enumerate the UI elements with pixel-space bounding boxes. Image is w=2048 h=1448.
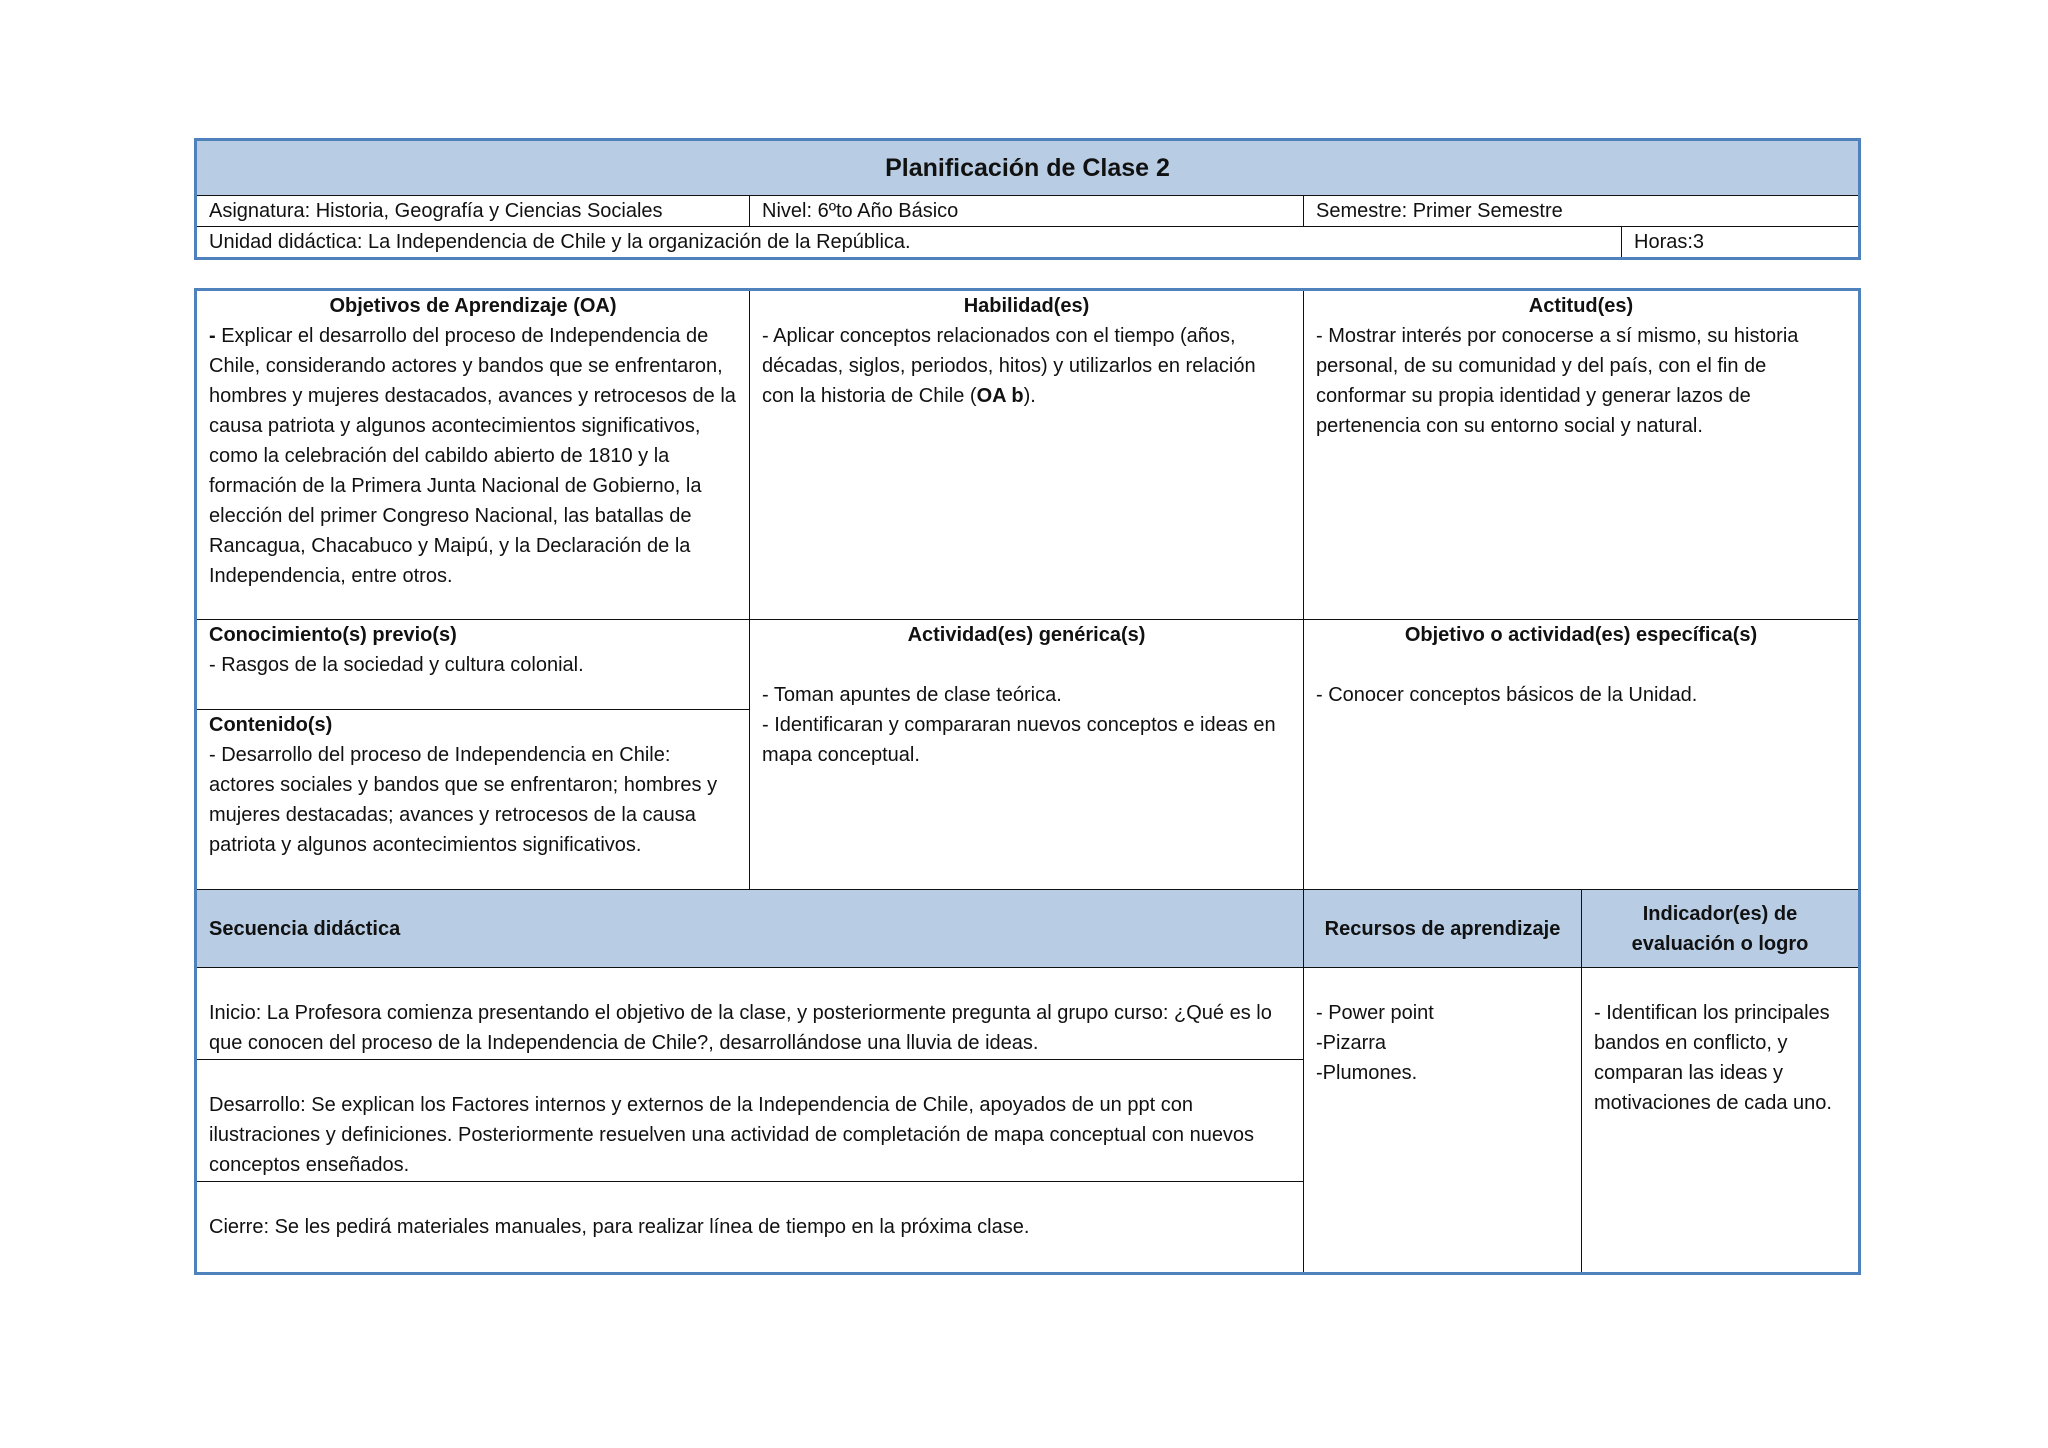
- habilidades-text: - Aplicar conceptos relacionados con el tiempo (años, décadas, siglos, periodos, hitos) y utilizarlos en relación con la historia de Chile (: [762, 325, 1256, 407]
- objetivo-especifico-text: - Conocer conceptos básicos de la Unidad.: [1316, 684, 1698, 706]
- contenidos-heading: Contenido(s): [209, 714, 333, 736]
- desarrollo-cell: [196, 1060, 1304, 1182]
- conocimientos-heading: Conocimiento(s) previo(s): [209, 624, 457, 646]
- cierre-cell: [196, 1182, 1304, 1274]
- oa-heading: Objetivos de Aprendizaje (OA): [329, 295, 617, 317]
- recursos-cell: [1304, 968, 1582, 1274]
- recursos-heading: Recursos de aprendizaje: [1304, 890, 1582, 968]
- header-table: [194, 138, 1861, 260]
- planning-table: [194, 288, 1861, 1275]
- actitudes-cell: [1304, 290, 1860, 620]
- oa-dash: -: [209, 325, 222, 347]
- actividad-generica-item: - Identificaran y compararan nuevos conceptos e ideas en mapa conceptual.: [762, 714, 1276, 766]
- inicio-text: Inicio: La Profesora comienza presentando el objetivo de la clase, y posteriormente pregunta al grupo curso: ¿Qué es lo que conocen del proceso de la Independencia de Chile?, desarrollándose una lluvia de ideas.: [209, 1002, 1272, 1054]
- contenidos-text: - Desarrollo del proceso de Independencia en Chile: actores sociales y bandos que se enfrentaron; hombres y mujeres destacadas; avances y retrocesos de la causa patriota y algunos acontecimientos significativos.: [209, 744, 718, 856]
- inicio-cell: [196, 968, 1304, 1060]
- recurso-item: -Pizarra: [1316, 1032, 1387, 1054]
- recurso-item: -Plumones.: [1316, 1062, 1418, 1084]
- contenidos-cell: [196, 710, 750, 890]
- unidad-field: Unidad didáctica: La Independencia de Chile y la organización de la República.: [196, 227, 1622, 259]
- indicadores-text: - Identifican los principales bandos en conflicto, y comparan las ideas y motivaciones de cada uno.: [1594, 1002, 1832, 1114]
- desarrollo-text: Desarrollo: Se explican los Factores internos y externos de la Independencia de Chile, apoyados de un ppt con ilustraciones y definiciones. Posteriormente resuelven una actividad de completación de mapa conceptual con nuevos conceptos enseñados.: [209, 1094, 1255, 1176]
- conocimientos-text: - Rasgos de la sociedad y cultura colonial.: [209, 654, 584, 676]
- indicadores-cell: [1582, 968, 1860, 1274]
- recurso-item: - Power point: [1316, 1002, 1434, 1024]
- oa-text: Explicar el desarrollo del proceso de Independencia de Chile, considerando actores y bandos que se enfrentaron, hombres y mujeres destacados, avances y retrocesos de la causa patriota y algunos acontecimientos significativos, como la celebración del cabildo abierto de 1810 y la formación de la Primera Junta Nacional de Gobierno, la elección del primer Congreso Nacional, las batallas de Rancagua, Chacabuco y Maipú, y la Declaración de la Independencia, entre otros.: [209, 325, 736, 587]
- secuencia-heading: Secuencia didáctica: [196, 890, 1304, 968]
- habilidades-oa-ref: OA b: [976, 385, 1024, 407]
- actividades-genericas-heading: Actividad(es) genérica(s): [907, 624, 1146, 646]
- objetivo-especifico-cell: [1304, 620, 1860, 890]
- actividades-genericas-cell: [750, 620, 1304, 890]
- habilidades-cell: [750, 290, 1304, 620]
- asignatura-field: Asignatura: Historia, Geografía y Ciencias Sociales: [196, 196, 750, 227]
- oa-cell: [196, 290, 750, 620]
- nivel-field: Nivel: 6ºto Año Básico: [750, 196, 1304, 227]
- actitudes-heading: Actitud(es): [1528, 295, 1634, 317]
- semestre-field: Semestre: Primer Semestre: [1304, 196, 1860, 227]
- habilidades-heading: Habilidad(es): [963, 295, 1090, 317]
- objetivo-especifico-heading: Objetivo o actividad(es) específica(s): [1404, 624, 1758, 646]
- cierre-text: Cierre: Se les pedirá materiales manuales, para realizar línea de tiempo en la próxima clase.: [209, 1216, 1030, 1238]
- page-title: Planificación de Clase 2: [196, 140, 1860, 196]
- actitudes-text: - Mostrar interés por conocerse a sí mismo, su historia personal, de su comunidad y del país, con el fin de conformar su propia identidad y generar lazos de pertenencia con su entorno social y natural.: [1316, 325, 1799, 437]
- indicadores-heading: Indicador(es) de evaluación o logro: [1582, 890, 1860, 968]
- conocimientos-cell: [196, 620, 750, 710]
- horas-field: Horas:3: [1622, 227, 1860, 259]
- actividad-generica-item: - Toman apuntes de clase teórica.: [762, 684, 1062, 706]
- habilidades-text-end: ).: [1023, 385, 1036, 407]
